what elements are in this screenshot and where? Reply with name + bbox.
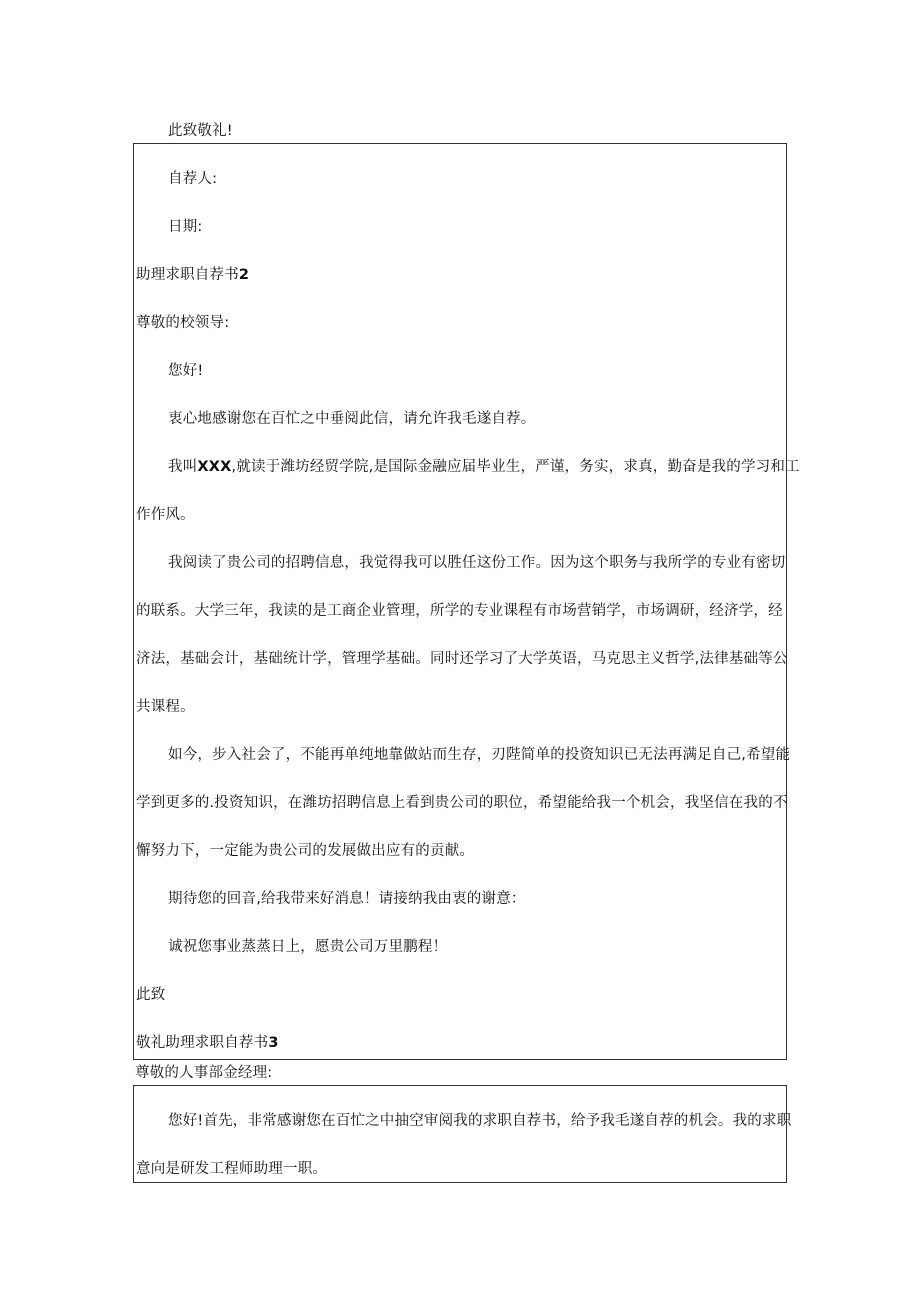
letter2-paragraph-3-line-3: 济法，基础会计，基础统计学，管理学基础。同时还学习了大学英语，马克思主义哲学,法律基础等公: [136, 651, 788, 667]
letter2-box: [133, 143, 800, 1060]
letter3-paragraph-1-line-2: 意向是研发工程师助理一职。: [136, 1161, 328, 1177]
letter2-paragraph-3-line-1: 我阅读了贵公司的招聘信息，我觉得我可以胜任这份工作。因为这个职务与我所学的专业有密切: [168, 555, 786, 571]
letter2-paragraph-2-line-2: 作作风。: [136, 507, 195, 523]
signer-label: 自荐人:: [168, 171, 218, 187]
letter2-paragraph-2-line-1: [168, 458, 800, 476]
letter2-paragraph-6: 诚祝您事业蒸蒸日上，愿贵公司万里鹏程！: [168, 939, 448, 955]
letter3-heading-number: 3: [268, 1035, 279, 1051]
date-label: 日期:: [168, 219, 203, 235]
letter2-heading: [136, 266, 249, 284]
letter3-paragraph-1-line-1: 您好!首先，非常感谢您在百忙之中抽空审阅我的求职自荐书，给予我毛遂自荐的机会。我的求职: [168, 1113, 792, 1129]
letter2-salutation: 尊敬的校领导:: [136, 315, 230, 331]
letter2-greeting: 您好!: [168, 363, 204, 379]
letter2-paragraph-4-line-2: 学到更多的.投资知识，在潍坊招聘信息上看到贵公司的职位，希望能给我一个机会，我坚信在我的不: [136, 795, 788, 811]
p2-name: XXX: [197, 459, 232, 475]
letter2-closing-2: [136, 1034, 279, 1052]
letter2-paragraph-5: 期待您的回音,给我带来好消息！请接纳我由衷的谢意：: [168, 891, 526, 907]
letter2-paragraph-3-line-4: 共课程。: [136, 699, 195, 715]
p2-rest: ,就读于潍坊经贸学院,是国际金融应届毕业生，严谨，务实，求真，勤奋是我的学习和工: [231, 459, 800, 475]
letter2-heading-text: 助理求职自荐书: [136, 267, 239, 283]
letter3-box: [133, 1085, 792, 1183]
letter2-paragraph-3-line-2: 的联系。大学三年，我读的是工商企业管理，所学的专业课程有市场营销学，市场调研，经济学，经: [136, 603, 783, 619]
letter3-salutation: 尊敬的人事部金经理:: [135, 1065, 273, 1081]
letter2-heading-number: 2: [238, 267, 250, 283]
closing-top: 此致敬礼!: [168, 123, 233, 139]
letter2-paragraph-1: 衷心地感谢您在百忙之中垂阅此信，请允许我毛遂自荐。: [168, 411, 536, 427]
letter2-closing-1: 此致: [136, 987, 166, 1003]
letter2-paragraph-4-line-1: 如今，步入社会了，不能再单纯地靠做站而生存，刃陛简单的投资知识已无法再满足自己,希望能: [168, 747, 791, 763]
letter2-paragraph-4-line-3: 懈努力下，一定能为贵公司的发展做出应有的贡献。: [136, 843, 475, 859]
closing-2-text: 敬礼助理求职自荐书: [136, 1035, 269, 1051]
p2-prefix: 我叫: [168, 459, 198, 475]
